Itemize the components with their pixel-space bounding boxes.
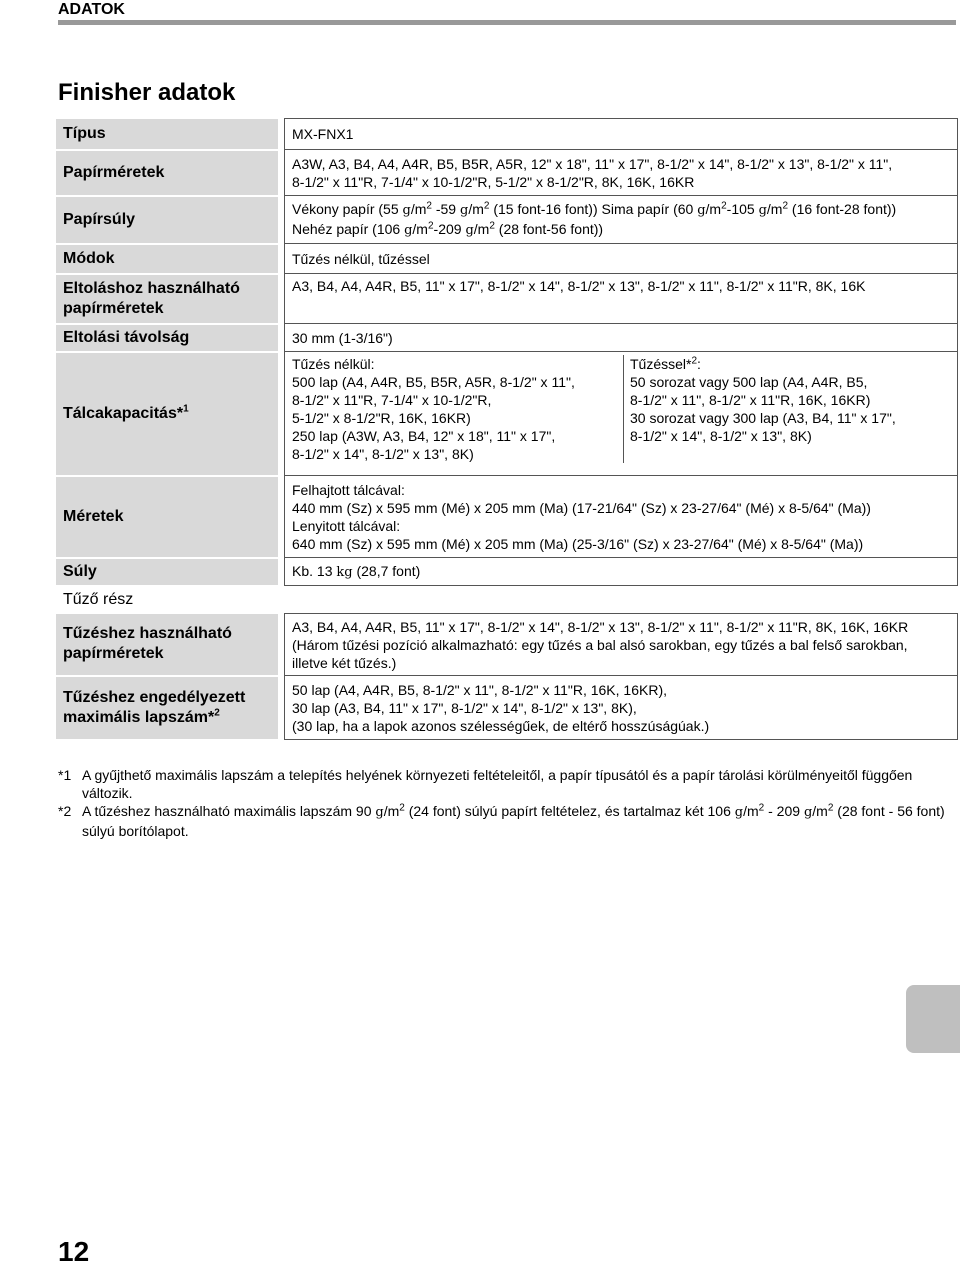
table-row [56, 274, 958, 324]
row-value: 30 mm (1-3/16") [285, 324, 958, 352]
table-row [56, 196, 958, 244]
row-label: Módok [56, 244, 278, 274]
row-label: Tálcakapacitás*$^1$ [56, 352, 278, 476]
row-label: Eltolási távolság [56, 324, 278, 352]
row-value: A3, B4, A4, A4R, B5, 11" x 17", 8-1/2" x 14", 8-1/2" x 13", 8-1/2" x 11", 8-1/2" x 11"R, 8K, 16K [285, 274, 958, 324]
table-row [56, 244, 958, 274]
row-label: Tűzéshez engedélyezett maximális lapszám*$^2$ [56, 676, 278, 740]
capacity-stapled: Tűzéssel*$^2$: 50 sorozat vagy 500 lap (A4, A4R, B5, 8-1/2" x 11", 8-1/2" x 11"R, 16K, 16KR) 30 sorozat vagy 300 lap (A3, B4, 11" x 17", 8-1/2" x 14", 8-1/2" x 13", 8K) [630, 355, 896, 444]
footnote-1: *1 A gyűjthető maximális lapszám a telepítés helyének környezeti feltételeitől, a papír típusától és a papír tárolási körülményeitől függően változik. [58, 767, 913, 801]
value-line: 8-1/2" x 11"R, 7-1/4" x 10-1/2"R, 5-1/2" x 8-1/2"R, 8K, 16K, 16KR [292, 173, 695, 190]
spec-table [56, 118, 958, 741]
page-number: 12 [58, 1236, 90, 1267]
table-row [56, 352, 958, 476]
footnote-2: *2 A tűzéshez használható maximális lapszám 90 $g/m^2$ (24 font) súlyú papírt feltételez, és tartalmaz két 106 $g/m^2 - 209$ $g/m^2$ (28 font - 56 font) súlyú borítólapot. [58, 802, 945, 839]
row-value: Kb. 13 kg (28,7 font) [285, 558, 958, 586]
row-value [285, 352, 958, 476]
row-value: 50 lap (A4, A4R, B5, 8-1/2" x 11", 8-1/2" x 11"R, 16K, 16KR), 30 lap (A3, B4, 11" x 17", 8-1/2" x 14", 8-1/2" x 13", 8K), (30 lap, ha a lapok azonos szélességűek, de eltérő hosszúságúak.) [285, 676, 958, 740]
row-value: Felhajtott tálcával: 440 mm (Sz) x 595 mm (Mé) x 205 mm (Ma) (17-21/64" (Sz) x 23-27/64" (Mé) x 8-5/64" (Ma)) Lenyitott tálcával: 640 mm (Sz) x 595 mm (Mé) x 205 mm (Ma) (25-3/16" (Sz) x 23-27/64" (Mé) x 8-5/64" (Ma)) [285, 476, 958, 558]
table-row [56, 614, 958, 676]
row-value: MX-FNX1 [285, 119, 958, 150]
row-value: A3, B4, A4, A4R, B5, 11" x 17", 8-1/2" x 14", 8-1/2" x 13", 8-1/2" x 11", 8-1/2" x 11"R, 8K, 16K, 16KR (Három tűzési pozíció alkalmazható: egy tűzés a bal alsó sarokban, egy tűzés a bal felső sarokban, illetve két tűzés.) [285, 614, 958, 676]
section-label: Tűző rész [56, 586, 958, 614]
table-row [56, 324, 958, 352]
row-label: Papírsúly [56, 196, 278, 244]
row-value [285, 150, 958, 196]
table-row [56, 676, 958, 740]
table-row [56, 476, 958, 558]
capacity-unstapled: Tűzés nélkül: 500 lap (A4, A4R, B5, B5R, A5R, 8-1/2" x 11", 8-1/2" x 11"R, 7-1/4" x 10-1/2"R, 5-1/2" x 8-1/2"R, 16K, 16KR) 250 lap (A3W, A3, B4, 12" x 18", 11" x 17", 8-1/2" x 14", 8-1/2" x 13", 8K) [292, 355, 624, 463]
capacity-columns [292, 355, 950, 463]
row-label: Eltoláshoz használható papírméretek [56, 274, 278, 324]
section-header [0, 0, 960, 28]
row-label: Súly [56, 558, 278, 586]
row-label: Papírméretek [56, 150, 278, 196]
value-line: A3W, A3, B4, A4, A4R, B5, B5R, A5R, 12" x 18", 11" x 17", 8-1/2" x 14", 8-1/2" x 13", 8-1/2" x 11", [292, 155, 893, 172]
row-label: Méretek [56, 476, 278, 558]
table-row [56, 586, 958, 614]
section-header-title: ADATOK [58, 1, 125, 18]
table-row [56, 150, 958, 196]
table-row [56, 119, 958, 150]
value-line: Vékony papír (55 $g/m^2$ -59 $g/m^2$ (15 font-16 font)) Sima papír (60 $g/m^2-105$ $g/m^2$ (16 font-28 font)) [292, 199, 897, 218]
row-label: Tűzéshez használható papírméretek [56, 614, 278, 676]
row-label: Típus [56, 119, 278, 150]
footnotes [58, 766, 958, 840]
section-header-rule [58, 20, 956, 25]
table-row [56, 558, 958, 586]
row-value: Tűzés nélkül, tűzéssel [285, 244, 958, 274]
row-value [285, 196, 958, 244]
page-title: Finisher adatok [58, 79, 236, 106]
chapter-tab [906, 985, 960, 1053]
value-line: Nehéz papír (106 $g/m^2-209$ $g/m^2$ (28 font-56 font)) [292, 219, 604, 238]
